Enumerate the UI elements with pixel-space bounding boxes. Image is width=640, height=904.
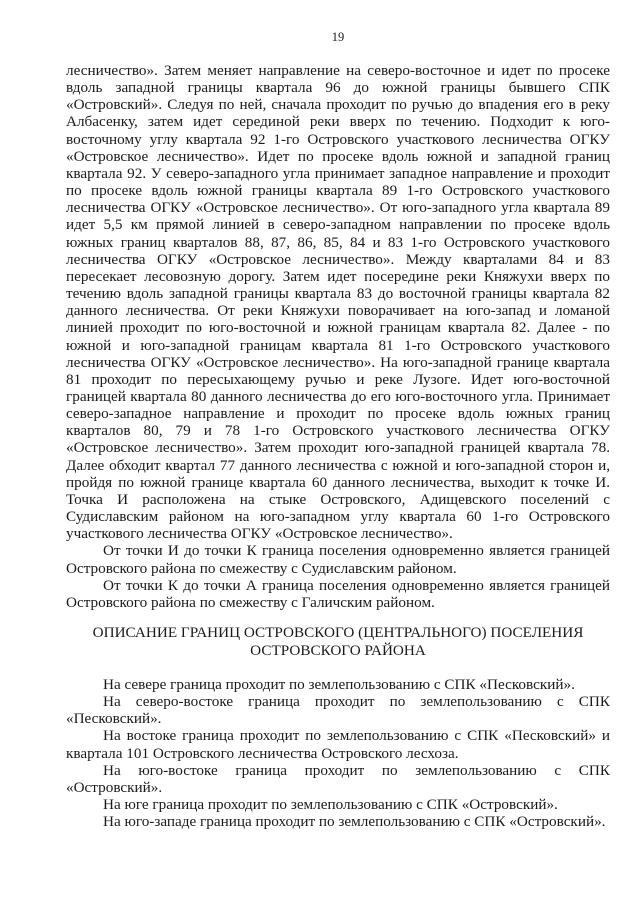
section-paragraph: На севере граница проходит по землепользованию с СПК «Песковский». bbox=[103, 676, 575, 693]
section-body bbox=[66, 676, 610, 830]
section-paragraph: На юге граница проходит по землепользованию с СПК «Островский». bbox=[103, 796, 558, 814]
body-paragraph: От точки И до точки К граница поселения одновременно является границей Островского района по смежеству с Судиславским районом. bbox=[66, 542, 610, 577]
body-paragraph: лесничество». Затем меняет направление на северо-восточное и идет по просеке вдоль западной границы квартала 96 до южной границы бывшего СПК «Островский». Следуя по ней, сначала проходит по ручью до впадения его в реку Албасенку, затем идет серединой реки вверх по течению. Подходит к юго-восточному углу квартала 92 1-го Островского участкового лесничества ОГКУ «Островское лесничество». Идет по просеке вдоль южной и западной границ квартала 92. У северо-западного угла принимает западное направление и проходит по просеке вдоль южной границы квартала 89 1-го Островского участкового лесничества ОГКУ «Островское лесничество». От юго-западного угла квартала 89 идет 5,5 км прямой линией в северо-западном направлении по просеке вдоль южных границ кварталов 88, 87, 86, 85, 84 и 83 1-го Островского участкового лесничества ОГКУ «Островское лесничество». Между кварталами 84 и 83 пересекает лесовозную дорогу. Затем идет посередине реки Княжухи вверх по течению вдоль западной границы квартала 83 до восточной границы квартала 82 данного лесничества. От реки Княжухи поворачивает на юго-запад и ломаной линией проходит по юго-восточной и южной границам квартала 82. Далее - по южной и юго-западной границам квартала 81 1-го Островского участкового лесничества ОГКУ «Островское лесничество». На юго-западной границе квартала 81 проходит по пересыхающему ручью и реке Лузоге. Идет юго-восточной границей квартала 80 данного лесничества до его юго-восточного угла. Принимает северо-западное направление и проходит по просеке вдоль южных границ кварталов 80, 79 и 78 1-го Островского участкового лесничества ОГКУ «Островское лесничество». Затем проходит юго-западной границей квартала 78. Далее обходит квартал 77 данного лесничества с южной и юго-западной сторон и, пройдя по южной границе квартала 60 данного лесничества, выходит к точке И. Точка И расположена на стыке Островского, Адищевского поселений с Судиславским районом на юго-западном углу квартала 60 1-го Островского участкового лесничества ОГКУ «Островское лесничество». bbox=[66, 62, 610, 543]
section-paragraph: На юго-западе граница проходит по землепользованию с СПК «Островский». bbox=[103, 813, 606, 831]
boundary-description-text bbox=[66, 62, 610, 611]
section-paragraph: На юго-востоке граница проходит по землепользованию с СПК «Островский». bbox=[66, 761, 610, 796]
section-paragraph: На востоке граница проходит по землепользованию с СПК «Песковский» и квартала 101 Островского лесничества Островского лесхоза. bbox=[66, 727, 610, 762]
section-title-line: ОСТРОВСКОГО РАЙОНА bbox=[250, 641, 426, 659]
section-title bbox=[66, 624, 610, 659]
page-number: 19 bbox=[331, 30, 345, 44]
body-paragraph: От точки К до точки А граница поселения одновременно является границей Островского района по смежеству с Галичским районом. bbox=[66, 576, 610, 611]
section-paragraph: На северо-востоке граница проходит по землепользованию с СПК «Песковский». bbox=[66, 693, 610, 728]
section-title-line: ОПИСАНИЕ ГРАНИЦ ОСТРОВСКОГО (ЦЕНТРАЛЬНОГО) ПОСЕЛЕНИЯ bbox=[92, 624, 584, 641]
